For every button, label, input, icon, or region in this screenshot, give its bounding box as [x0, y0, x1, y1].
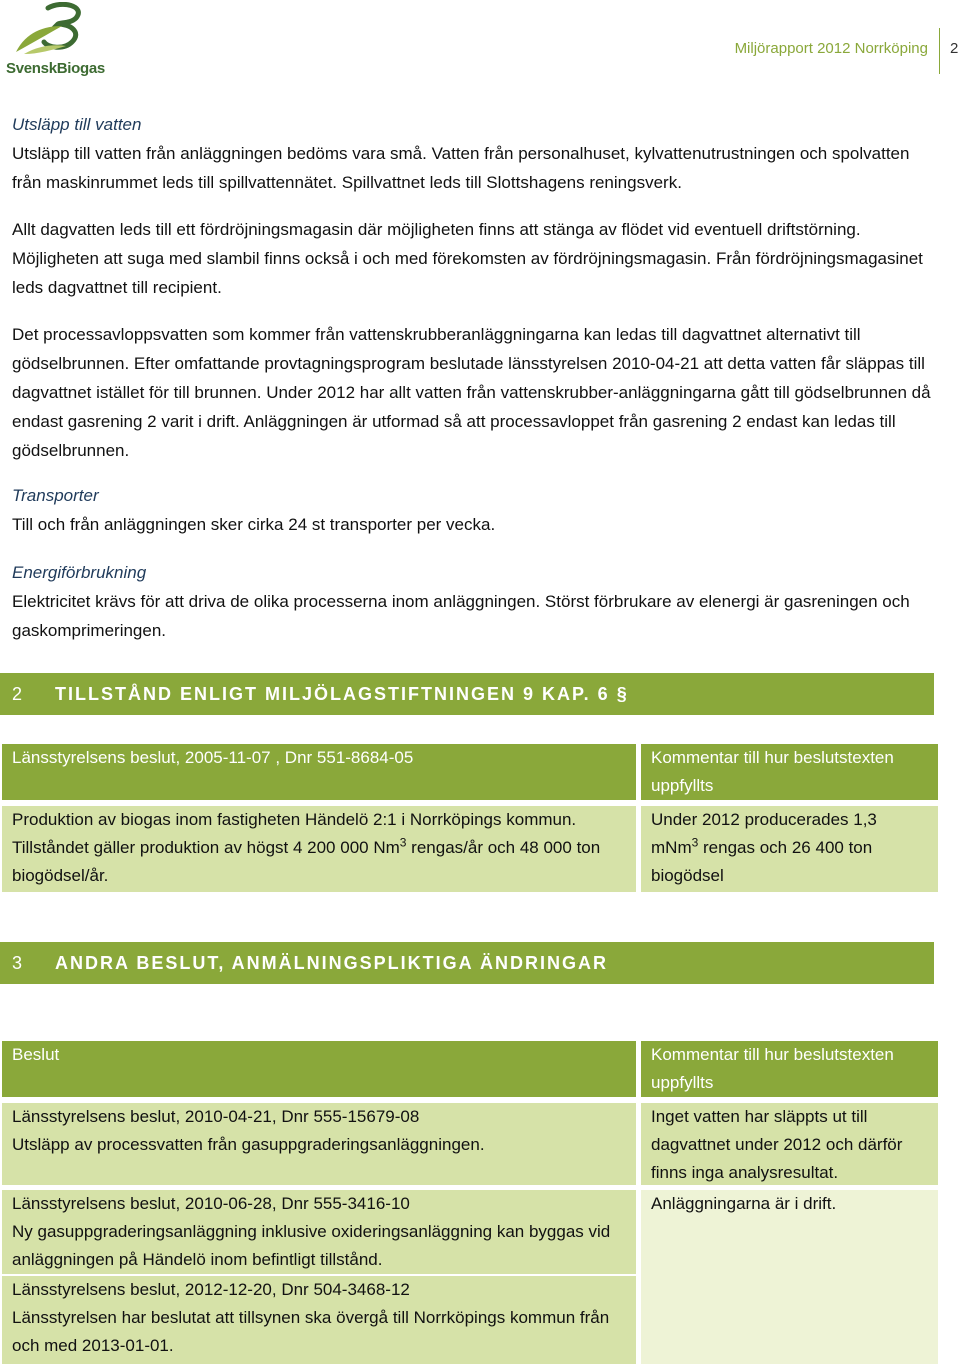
utslapp-paragraph-2: Allt dagvatten leds till ett fördröjningsmagasin där möjligheten finns att stänga av flödet vid eventuell driftstörning. Möjligheten att suga med slambil finns också i och med förekomsten av fördröjningsmagasin. Från fördröjningsmagasinet leds dagvattnet till recipient.	[12, 220, 923, 297]
table1-decision-cell	[2, 806, 636, 892]
table2-row-3-text: Länsstyrelsen har beslutat att tillsynen ska övergå till Norrköpings kommun från och med 2013-01-01.	[12, 1308, 610, 1355]
table2-header-comment: Kommentar till hur beslutstexten uppfyllts	[641, 1041, 938, 1097]
section-3-header	[0, 942, 934, 984]
transporter-heading: Transporter	[12, 486, 99, 505]
energi-section	[12, 558, 932, 645]
processvatten-paragraph	[12, 320, 932, 465]
section-3-title: ANDRA BESLUT, ANMÄLNINGSPLIKTIGA ÄNDRINGAR	[55, 953, 608, 973]
table2-row-1-decision	[2, 1103, 636, 1185]
header-divider	[939, 28, 940, 74]
table2-row-3-title: Länsstyrelsens beslut, 2012-12-20, Dnr 504-3468-12	[12, 1280, 410, 1299]
table1-header-decision: Länsstyrelsens beslut, 2005-11-07 , Dnr 551-8684-05	[2, 744, 636, 800]
utslapp-section	[12, 110, 932, 197]
table1-decision-text: Produktion av biogas inom fastigheten Händelö 2:1 i Norrköpings kommun. Tillståndet gäller produktion av högst 4 200 000 Nm	[12, 810, 577, 857]
company-logo	[4, 2, 114, 82]
utslapp-heading: Utsläpp till vatten	[12, 115, 142, 134]
table1-decision-superscript: 3	[399, 835, 407, 850]
table1-header-comment: Kommentar till hur beslutstexten uppfyllts	[641, 744, 938, 800]
dagvatten-paragraph	[12, 215, 932, 302]
section-3-number: 3	[12, 953, 23, 973]
table1-decision-text-end: rengas/år och 48 000 ton biogödsel/år.	[12, 838, 601, 885]
table2-row-2-comment: Anläggningarna är i drift.	[641, 1190, 938, 1364]
report-title: Miljörapport 2012 Norrköping	[734, 40, 928, 57]
energi-text: Elektricitet krävs för att driva de olika processerna inom anläggningen. Störst förbrukare av elenergi är gasreningen och gaskomprimeringen.	[12, 592, 910, 640]
table1-comment-superscript: 3	[691, 835, 699, 850]
transporter-text: Till och från anläggningen sker cirka 24 st transporter per vecka.	[12, 515, 496, 534]
logo-text: SvenskBiogas	[6, 60, 105, 77]
page-number: 2	[950, 40, 959, 57]
table2-row-2-text: Ny gasuppgraderingsanläggning inklusive oxideringsanläggning kan byggas vid anläggningen på Händelö inom befintligt tillstånd.	[12, 1222, 611, 1269]
biogas-leaf-icon	[4, 2, 114, 62]
table1-comment-text-end: rengas och 26 400 ton biogödsel	[651, 838, 873, 885]
table2-row-2-decision	[2, 1190, 636, 1274]
section-2-number: 2	[12, 684, 23, 704]
utslapp-paragraph-1: Utsläpp till vatten från anläggningen bedöms vara små. Vatten från personalhuset, kylvattenutrustningen och spolvatten från maskinrummet leds till spillvattennätet. Spillvattnet leds till Slottshagens reningsverk.	[12, 144, 910, 192]
transporter-section	[12, 481, 932, 539]
table2-row-1-title: Länsstyrelsens beslut, 2010-04-21, Dnr 555-15679-08	[12, 1107, 420, 1126]
table2-row-1-text: Utsläpp av processvatten från gasuppgraderingsanläggningen.	[12, 1135, 485, 1154]
table2-row-1-comment: Inget vatten har släppts ut till dagvattnet under 2012 och därför finns inga analysresultat.	[641, 1103, 938, 1185]
table2-row-3-decision	[2, 1276, 636, 1364]
utslapp-paragraph-3: Det processavloppsvatten som kommer från vattenskrubberanläggningarna kan ledas till dagvattnet alternativt till gödselbrunnen. Efter omfattande provtagningsprogram beslutade länsstyrelsen 2010-04-21 att detta vatten får släppas till dagvattnet istället för till brunnen. Under 2012 har allt vatten från vattenskrubber-anläggningarna gått till gödselbrunnen då endast gasrening 2 varit i drift. Anläggningen är utformad så att processavloppet från gasrening 2 endast kan ledas till gödselbrunnen.	[12, 325, 931, 460]
table1-comment-text: Under 2012 producerades 1,3 mNm	[651, 810, 877, 857]
energi-heading: Energiförbrukning	[12, 563, 147, 582]
table2-row-2-title: Länsstyrelsens beslut, 2010-06-28, Dnr 555-3416-10	[12, 1194, 410, 1213]
section-2-header	[0, 673, 934, 715]
table1-comment-cell	[641, 806, 938, 892]
section-2-title: TILLSTÅND ENLIGT MILJÖLAGSTIFTNINGEN 9 KAP. 6 §	[55, 684, 629, 704]
table2-header-decision: Beslut	[2, 1041, 636, 1097]
